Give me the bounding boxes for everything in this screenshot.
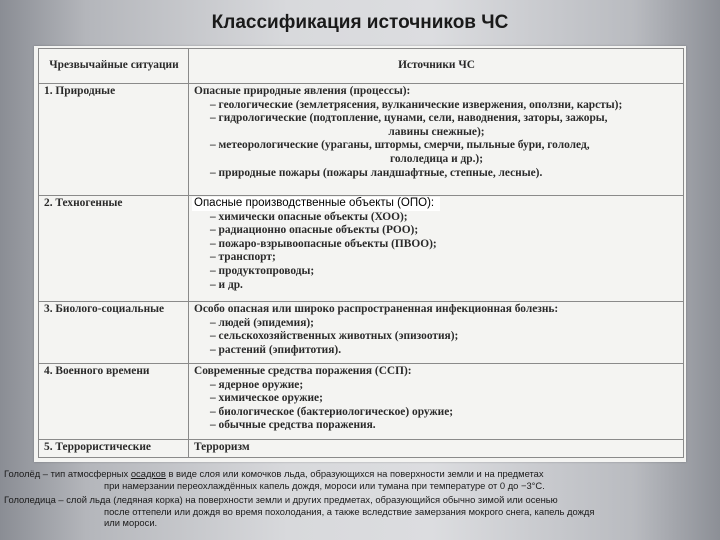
definition-term: Гололёд <box>4 468 41 479</box>
list-item: лавины снежные); <box>388 125 485 138</box>
row-sources <box>189 440 684 458</box>
list-item: – химически опасные объекты (ХОО); <box>210 210 408 223</box>
list-item: – геологические (землетрясения, вулканические извержения, оползни, карсты); <box>210 98 623 111</box>
table-row <box>39 302 684 364</box>
list-item: – пожаро-взрывоопасные объекты (ПВОО); <box>210 237 437 250</box>
row-sources <box>189 302 684 364</box>
definition-text: – тип атмосферных <box>40 468 131 479</box>
definition-glaze <box>4 468 716 491</box>
slide-title: Классификация источников ЧС <box>211 12 509 33</box>
list-item: – транспорт; <box>210 251 276 264</box>
row-sources <box>189 364 684 440</box>
row-sources <box>189 196 684 302</box>
list-item: – людей (эпидемия); <box>210 316 314 329</box>
row-category: 4. Военного времени <box>39 364 189 440</box>
definition-continuation: после оттепели или дождя во время похолодания, а также вследствие замерзания мокрого снега, капель дождя <box>104 505 595 517</box>
row-lead: Терроризм <box>194 441 250 453</box>
list-item: – сельскохозяйственных животных (эпизоотия); <box>210 330 459 343</box>
header-sources: Источники ЧС <box>189 49 684 84</box>
row-lead: Современные средства поражения (ССП): <box>194 365 412 377</box>
list-item: – обычные средства поражения. <box>210 419 376 432</box>
definition-continuation: или мороси. <box>104 517 158 529</box>
list-item: – радиационно опасные объекты (РОО); <box>210 224 419 237</box>
row-category: 5. Террористические <box>39 440 189 458</box>
table-header-row <box>39 49 684 84</box>
list-item: – природные пожары (пожары ландшафтные, степные, лесные). <box>210 166 543 179</box>
table-row <box>39 364 684 440</box>
row-lead: Опасные производственные объекты (ОПО): <box>192 197 440 211</box>
row-category: 3. Биолого-социальные <box>39 302 189 364</box>
list-item: – продуктопроводы; <box>210 264 315 277</box>
row-category: 2. Техногенные <box>39 196 189 302</box>
list-item: – ядерное оружие; <box>210 378 304 391</box>
definition-text: Гололедица – слой льда (ледяная корка) на поверхности земли и других предметах, образующийся обычно зимой или осенью <box>4 494 558 506</box>
precipitation-link[interactable]: осадков <box>130 468 166 479</box>
scanned-table-sheet <box>34 46 686 462</box>
row-sources <box>189 84 684 196</box>
table-row <box>39 84 684 196</box>
row-lead: Опасные природные явления (процессы): <box>194 85 411 97</box>
list-item: – метеорологические (ураганы, штормы, смерчи, пыльные бури, гололед, <box>210 139 590 152</box>
header-situations: Чрезвычайные ситуации <box>39 49 189 84</box>
list-item: – биологическое (бактериологическое) оружие; <box>210 405 454 418</box>
list-item: – химическое оружие; <box>210 392 323 405</box>
row-category: 1. Природные <box>39 84 189 196</box>
definition-continuation: при намерзании переохлаждённых капель дождя, мороси или тумана при температуре от 0 до −3°С. <box>104 479 545 491</box>
list-item: – и др. <box>210 278 243 291</box>
definition-text: в виде слоя или комочков льда, образующихся на поверхности земли и на предметах <box>165 468 544 479</box>
row-lead: Особо опасная или широко распространенная инфекционная болезнь: <box>194 303 559 315</box>
table-row <box>39 440 684 458</box>
list-item: – гидрологические (подтопление, цунами, сели, наводнения, заторы, зажоры, <box>210 112 608 125</box>
classification-table <box>38 48 684 458</box>
definition-black-ice <box>4 494 716 529</box>
list-item: – растений (эпифитотия). <box>210 343 342 356</box>
table-row <box>39 196 684 302</box>
definitions <box>4 468 716 532</box>
list-item: гололедица и др.); <box>389 152 484 165</box>
